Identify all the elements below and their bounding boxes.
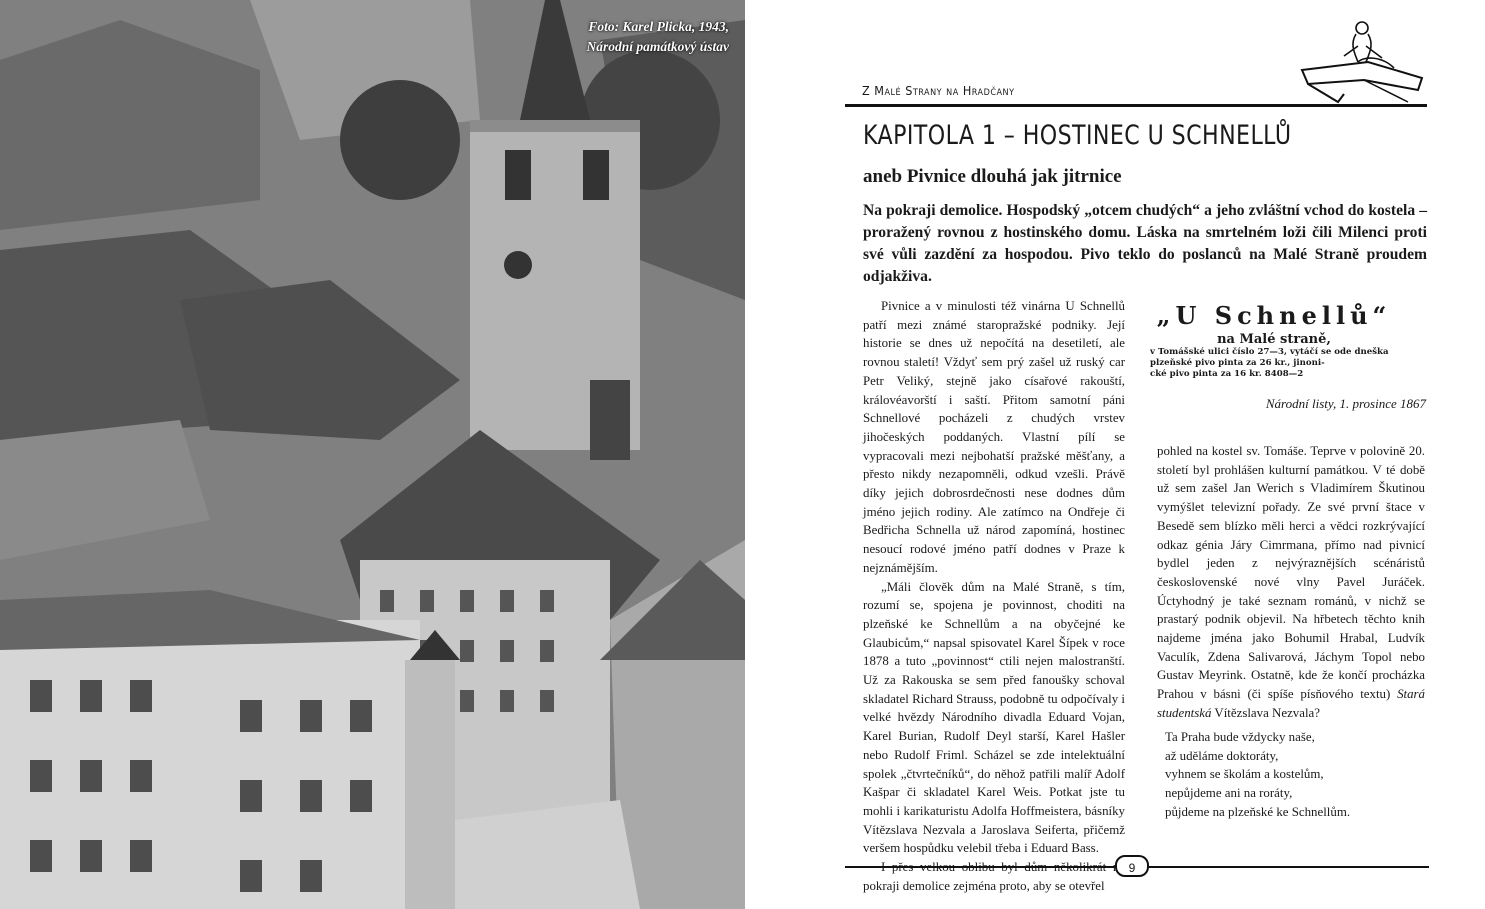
ad-caption: Národní listy, 1. prosince 1867 <box>1265 396 1426 411</box>
body-column-left <box>863 297 1125 896</box>
body-paragraph: Pivnice a v minulosti též vinárna U Schnellů patří mezi známé staropražské podniky. Její historie se dnes už nepočítá na desetiletí, ale rovnou staletí! Vždyť sem prý zašel už ruský car Petr Veliký, stejně jako císařové rakouští, královéavorští i saští. Přitom samotní páni Schnellové pocházeli z chudých vrstev jihočeských poddaných. Vlastní pílí se vypracovali mezi nejbohatší pražské měšťany, a přesto nikdy nezapomněli, odkud vzešli. Právě díky jejich dobrosrdečnosti nese dodnes dům jméno jejich rodiny. Ale zatímco na Ondřeje či Bedřicha Schnella už národ zapomíná, hostinec nesoucí rodové jméno patří dodnes v Praze k nejznámějším. <box>863 299 1125 575</box>
running-head: Z Malé Strany na Hradčany <box>862 83 1015 98</box>
chapter-lead: Na pokraji demolice. Hospodský „otcem chudých“ a jeho zvláštní vchod do kostela – proražený rovnou z hostinského domu. Láska na smrtelném loži čili Milenci proti své vůli zazdění za hospodou. Pivo teklo do poslanců na Malé Straně proudem odjakživa. <box>863 202 1427 285</box>
mermaid-ornament-icon <box>1298 18 1426 104</box>
body-column-right <box>1157 442 1425 723</box>
footer-rule <box>845 866 1115 868</box>
photo-credit <box>586 17 729 57</box>
poem-line: vyhnem se školám a kostelům, <box>1165 767 1324 782</box>
footer-rule <box>1149 866 1429 868</box>
photo-credit-line-2: Národní památkový ústav <box>586 39 729 54</box>
body-paragraph: pokraji demolice zejména proto, aby se otevřel <box>863 878 1105 893</box>
body-paragraph <box>1157 442 1425 723</box>
poem-quote <box>1165 728 1350 822</box>
poem-line: půjdeme na plzeňské ke Schnellům. <box>1165 804 1351 819</box>
body-paragraph: „Máli člověk dům na Malé Straně, s tím, rozumí se, spojena je povinnost, choditi na plzeňské ke Schnellům a na obyčejné ke Glaubicům,“ napsal spisovatel Karel Šípek v roce 1878 a tuto „povinnost“ ctili nejen malostranští. Už za Rakouska se sem před fanoušky schoval skladatel Richard Strauss, podobně tu odpočívaly i velké hvězdy Národního divadla Eduard Vojan, Karel Burian, Rudolf Deyl starší, Karel Hašler nebo Rudolf Friml. Scházel se zde intelektuální spolek „čtvrtečníků“, do něhož patřili malíř Adolf Kašpar či skladatel Karel Weis. Potkat jste tu mohli i karikaturistu Adolfa Hoffmeistera, básníky Vítězslava Nezvala a Jaroslava Seiferta, přičemž veršem hospůdku velebil třeba i Eduard Bass. <box>863 579 1125 856</box>
text-page <box>745 0 1485 909</box>
chapter-subtitle: aneb Pivnice dlouhá jak jitrnice <box>863 166 1122 187</box>
page-number: 9 <box>1115 855 1149 877</box>
poem-line: až uděláme doktoráty, <box>1165 748 1279 763</box>
poem-line: nepůjdeme ani na roráty, <box>1165 786 1293 801</box>
ad-subtitle: na Malé straně, <box>1217 332 1331 347</box>
historic-advertisement <box>1150 302 1398 388</box>
photo-credit-line-1: Foto: Karel Plicka, 1943, <box>588 19 729 34</box>
poem-line: Ta Praha bude vždycky naše, <box>1165 730 1315 744</box>
ad-line: cké pivo pinta za 16 kr. 8408—2 <box>1150 369 1304 379</box>
chapter-title: KAPITOLA 1 – HOSTINEC U SCHNELLŮ <box>863 120 1292 151</box>
ad-line: v Tomášské ulici číslo 27—3, vytáčí se ode dneška <box>1150 347 1389 357</box>
ad-title: „U Schnellů“ <box>1156 301 1392 330</box>
ad-line: plzeňské pivo pinta za 26 kr., jinoni- <box>1150 358 1325 368</box>
header-rule <box>845 104 1427 107</box>
poem-title: Stará studentská <box>1157 687 1425 720</box>
body-text: pohled na kostel sv. Tomáše. Teprve v polovině 20. století byl prohlášen kulturní památkou. V té době už sem zašel Jan Werich s Vladimírem Škutinou vymýšlet televizní pořady. Ze své první štace v Besedě sem blízko měli herci a vědci rozkrývající odkaz génia Járy Cimrmana, přímo nad pivnicí bydlel jeden z nejvýraznějších scénáristů československé nové vlny Pavel Juráček. Úctyhodný je také seznam románů, v nichž se prastarý podnik objevil. Na hřbetech těchto knih najdeme jména jako Bohumil Hrabal, Ludvík Vaculík, Zdena Salivarová, Jáchym Topol nebo Gustav Meyrink. Ostatně, kde že končí procházka Prahou v básni (či spíše písňového textu) <box>1157 444 1425 702</box>
body-text: Vítězslava Nezvala? <box>1211 705 1320 720</box>
